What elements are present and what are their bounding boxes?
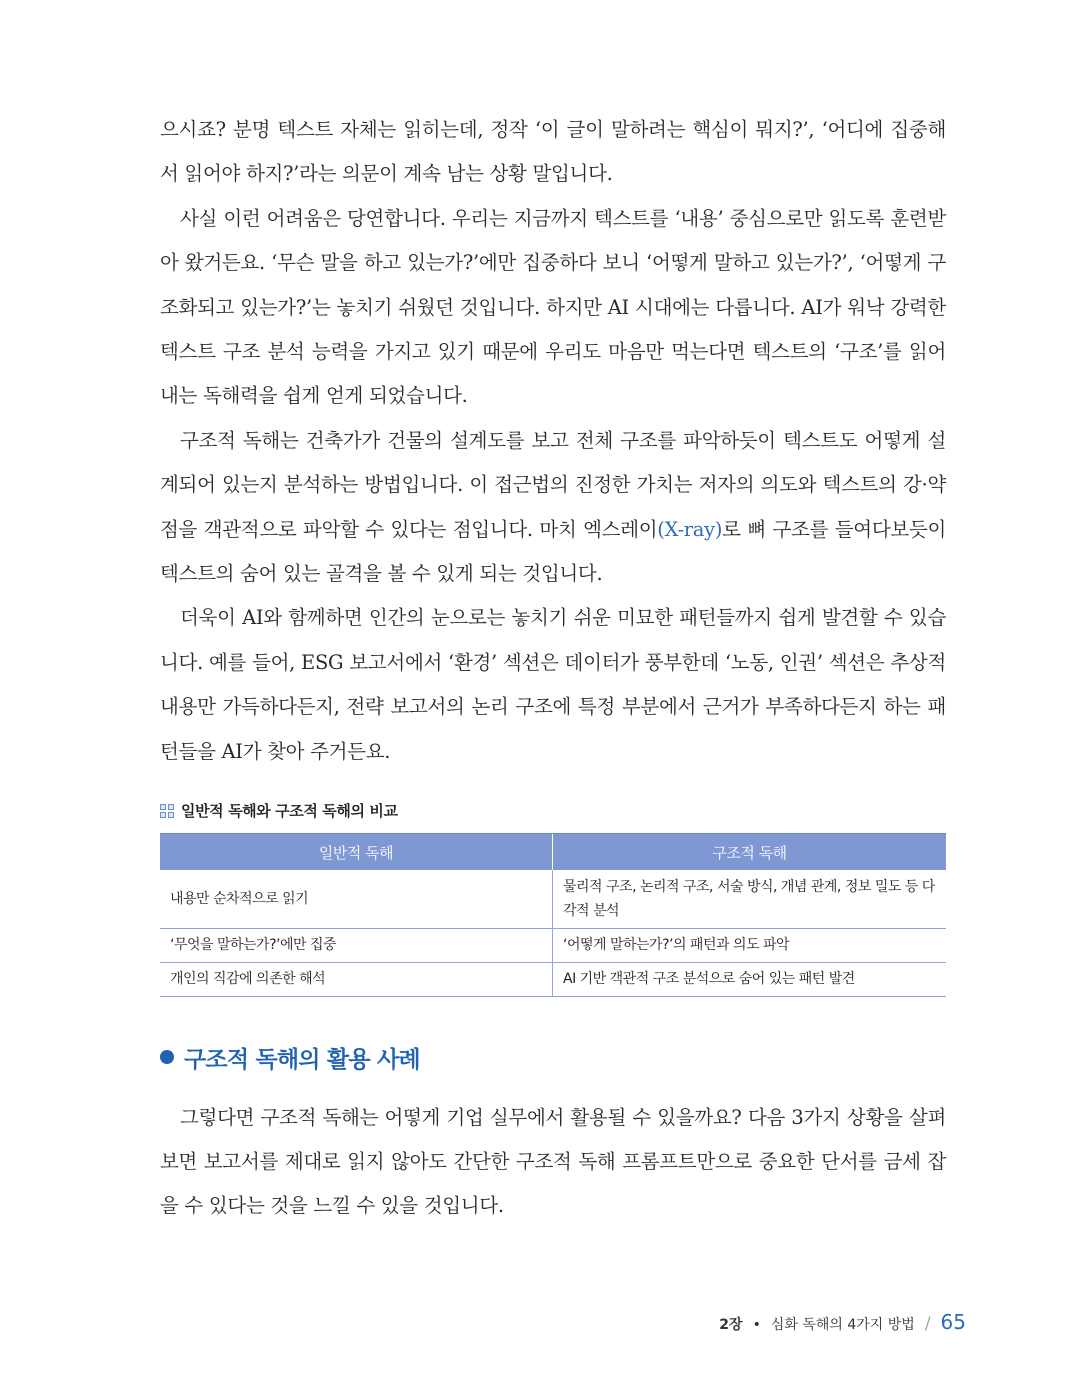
paragraph-3 xyxy=(160,419,946,597)
table-cell: 개인의 직감에 의존한 해석 xyxy=(160,962,553,996)
page-content xyxy=(160,108,946,1229)
footer-separator: / xyxy=(924,1314,931,1334)
section-heading xyxy=(160,1041,946,1074)
table-cell: ‘무엇을 말하는가?’에만 집중 xyxy=(160,928,553,962)
table-header-row xyxy=(160,834,946,871)
paragraph-1: 으시죠? 분명 텍스트 자체는 읽히는데, 정작 ‘이 글이 말하려는 핵심이 뭐지?’, ‘어디에 집중해서 읽어야 하지?’라는 의문이 계속 남는 상황 말입니다. xyxy=(160,118,946,186)
bullet-dot-icon xyxy=(160,1050,174,1064)
footer-title: 심화 독해의 4가지 방법 xyxy=(770,1317,915,1333)
page-footer xyxy=(719,1310,966,1334)
table-cell: 내용만 순차적으로 읽기 xyxy=(160,870,553,928)
table-row xyxy=(160,962,946,996)
table-row xyxy=(160,870,946,928)
footer-bullet: • xyxy=(752,1317,761,1333)
table-row xyxy=(160,928,946,962)
section-paragraph: 그렇다면 구조적 독해는 어떻게 기업 실무에서 활용될 수 있을까요? 다음 3가지 상황을 살펴보면 보고서를 제대로 읽지 않아도 간단한 구조적 독해 프롬프트만으로 중요한 단서를 금세 잡을 수 있다는 것을 느낄 수 있을 것입니다. xyxy=(160,1105,946,1218)
table-caption-text: 일반적 독해와 구조적 독해의 비교 xyxy=(181,802,398,821)
paragraph-3-text-a: 구조적 독해는 건축가가 건물의 설계도를 보고 전체 구조를 파악하듯이 텍스트도 어떻게 설계되어 있는지 분석하는 방법입니다. 이 접근법의 진정한 가치는 저자의 의도와 텍스트의 강·약점을 객관적으로 파악할 수 있다는 점입니다. 마치 엑스레이 xyxy=(160,428,946,541)
xray-highlight: (X-ray) xyxy=(657,517,723,541)
table-cell: 물리적 구조, 논리적 구조, 서술 방식, 개념 관계, 정보 밀도 등 다각적 분석 xyxy=(553,870,947,928)
grid-icon xyxy=(160,804,174,818)
table-cell: AI 기반 객관적 구조 분석으로 숨어 있는 패턴 발견 xyxy=(553,962,947,996)
header-structural-reading: 구조적 독해 xyxy=(553,834,947,871)
footer-chapter: 2장 xyxy=(719,1317,743,1333)
table-caption xyxy=(160,800,946,821)
paragraph-3-text-b: 로 뼈 구조를 들여다보듯이 텍스트의 숨어 있는 골격을 볼 수 있게 되는 것입니다. xyxy=(160,517,946,586)
comparison-table xyxy=(160,833,946,997)
table-cell: ‘어떻게 말하는가?’의 패턴과 의도 파악 xyxy=(553,928,947,962)
header-general-reading: 일반적 독해 xyxy=(160,834,553,871)
section-title: 구조적 독해의 활용 사례 xyxy=(184,1046,420,1073)
page-number: 65 xyxy=(940,1310,966,1334)
paragraph-2: 사실 이런 어려움은 당연합니다. 우리는 지금까지 텍스트를 ‘내용’ 중심으로만 읽도록 훈련받아 왔거든요. ‘무슨 말을 하고 있는가?’에만 집중하다 보니 ‘어떻게 말하고 있는가?’, ‘어떻게 구조화되고 있는가?’는 놓치기 쉬웠던 것입니다. 하지만 AI 시대에는 다릅니다. AI가 워낙 강력한 텍스트 구조 분석 능력을 가지고 있기 때문에 우리도 마음만 먹는다면 텍스트의 ‘구조’를 읽어 내는 독해력을 쉽게 얻게 되었습니다. xyxy=(160,206,946,408)
paragraph-4: 더욱이 AI와 함께하면 인간의 눈으로는 놓치기 쉬운 미묘한 패턴들까지 쉽게 발견할 수 있습니다. 예를 들어, ESG 보고서에서 ‘환경’ 섹션은 데이터가 풍부한데 ‘노동, 인권’ 섹션은 추상적 내용만 가득하다든지, 전략 보고서의 논리 구조에 특정 부분에서 근거가 부족하다든지 하는 패턴들을 AI가 찾아 주거든요. xyxy=(160,606,946,763)
